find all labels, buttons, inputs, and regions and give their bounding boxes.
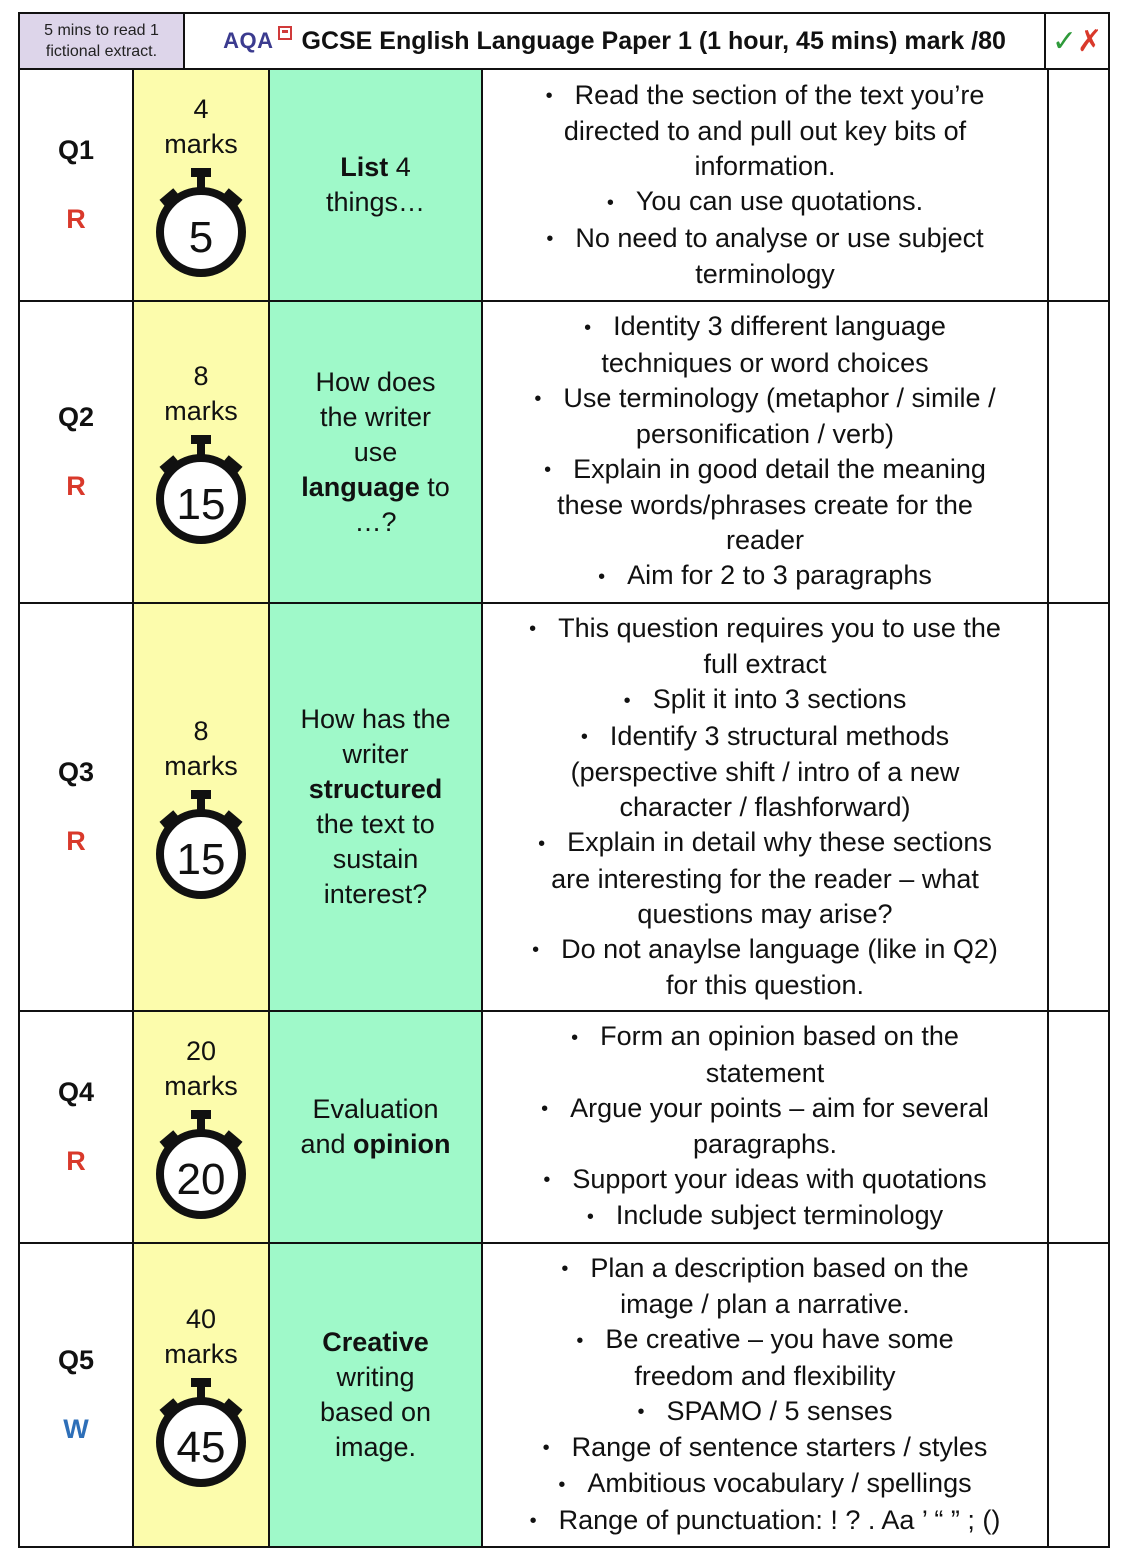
mark-check-cell[interactable]: [1049, 70, 1108, 300]
reading-time-line1: 5 mins to read 1: [44, 22, 159, 39]
guidance-line: Form an opinion based on the: [600, 1021, 959, 1052]
guidance-line: Split it into 3 sections: [652, 684, 907, 715]
guidance-line: Plan a description based on the: [590, 1252, 969, 1283]
guidance-line: personification / verb): [635, 419, 895, 449]
question-number: Q5: [57, 1345, 95, 1375]
guidance-cell: [483, 604, 1049, 1010]
guidance-line: SPAMO / 5 senses: [666, 1395, 893, 1426]
question-row: [18, 302, 1110, 604]
header-row: [18, 12, 1110, 70]
task-line: sustain: [332, 844, 419, 874]
task-text: [300, 702, 450, 912]
mark-check-cell[interactable]: [1049, 1012, 1108, 1242]
guidance-bullet: [532, 932, 998, 1003]
task-line: interest?: [323, 879, 428, 909]
guidance-line: these words/phrases create for the: [557, 490, 973, 521]
task-line: things…: [325, 187, 426, 217]
guidance-line: You can use quotations.: [635, 186, 924, 217]
guidance-bullet: [576, 1322, 953, 1393]
guidance-line: Range of sentence starters / styles: [571, 1432, 988, 1462]
task-cell: [270, 70, 483, 300]
task-cell: [270, 604, 483, 1010]
task-line: writer: [342, 739, 409, 769]
marks-cell: [134, 302, 270, 602]
check-column-header: [1046, 14, 1108, 68]
question-number: Q3: [57, 757, 95, 787]
guidance-bullet: [598, 558, 932, 594]
marks-cell: [134, 604, 270, 1010]
paper-title: GCSE English Language Paper 1 (1 hour, 45 mins) mark /80: [301, 26, 1006, 55]
guidance-bullet: [571, 1019, 959, 1090]
guidance-cell: [483, 302, 1049, 602]
guidance-line: full extract: [703, 649, 827, 680]
question-type: R: [66, 204, 86, 234]
paper-title-cell: [185, 14, 1046, 68]
guidance-bullet: [546, 221, 983, 292]
marks-value: 4: [193, 94, 209, 124]
guidance-line: questions may arise?: [637, 898, 893, 929]
mark-check-cell[interactable]: [1049, 1244, 1108, 1546]
task-text: [301, 365, 450, 540]
task-line: How has the: [300, 704, 451, 734]
marks-value: 8: [193, 361, 209, 391]
question-cell: [20, 1012, 134, 1242]
guidance-line: Argue your points – aim for several: [570, 1092, 989, 1123]
guidance-line: image / plan a narrative.: [620, 1289, 910, 1320]
guidance-bullet: [624, 682, 907, 718]
question-row: [18, 1012, 1110, 1244]
guidance-line: Be creative – you have some: [605, 1324, 954, 1355]
stopwatch-icon: [151, 168, 251, 278]
guidance-line: for this question.: [665, 969, 865, 1000]
guidance-line: This question requires you to use the: [558, 613, 1001, 644]
guidance-bullet: [561, 1251, 968, 1322]
task-line: Evaluation: [312, 1094, 439, 1124]
question-cell: [20, 302, 134, 602]
guidance-line: reader: [725, 525, 805, 556]
guidance-cell: [483, 1244, 1049, 1546]
guidance-line: directed to and pull out key bits of: [563, 116, 967, 147]
task-line: the writer: [319, 401, 432, 432]
guidance-bullet: [587, 1198, 943, 1234]
guidance-line: information.: [694, 151, 836, 182]
guidance-line: Range of punctuation: ! ? . Aa ’ “ ” ; (): [558, 1504, 1001, 1535]
task-cell: [270, 1012, 483, 1242]
task-line: structured: [308, 774, 443, 804]
task-line: …?: [354, 506, 397, 537]
task-line: writing: [336, 1362, 415, 1392]
marks-label: marks: [164, 396, 238, 426]
cross-icon: ✗: [1077, 24, 1103, 58]
guidance-line: statement: [705, 1057, 825, 1088]
guidance-line: Explain in good detail the meaning: [573, 454, 986, 484]
task-line: Creative: [322, 1327, 429, 1357]
guidance-line: Do not anaylse language (like in Q2): [561, 933, 998, 964]
stopwatch-minutes: 45: [176, 1423, 226, 1472]
guidance-line: No need to analyse or use subject: [575, 222, 984, 253]
guidance-bullet: [546, 78, 985, 184]
question-cell: [20, 1244, 134, 1546]
guidance-line: techniques or word choices: [601, 347, 929, 378]
question-type: R: [66, 471, 86, 501]
question-row: [18, 604, 1110, 1012]
stopwatch-minutes: 15: [176, 835, 226, 884]
guidance-bullet: [541, 1091, 989, 1162]
guidance-bullet: [607, 184, 923, 220]
task-cell: [270, 1244, 483, 1546]
question-cell: [20, 70, 134, 300]
stopwatch-minutes: 20: [176, 1155, 226, 1204]
guidance-line: terminology: [695, 259, 835, 290]
question-row: [18, 70, 1110, 302]
guidance-bullet: [584, 309, 946, 380]
guidance-bullet: [529, 611, 1001, 682]
tick-icon: ✓: [1051, 24, 1077, 58]
marks-label: marks: [164, 129, 238, 159]
question-number: Q2: [57, 402, 95, 432]
guidance-line: character / flashforward): [619, 792, 911, 823]
task-line: and opinion: [300, 1129, 451, 1159]
question-type: R: [66, 826, 86, 856]
guidance-bullet: [543, 1162, 986, 1198]
marks-cell: [134, 1244, 270, 1546]
marks-label: marks: [164, 1339, 238, 1369]
task-line: How does: [315, 366, 436, 397]
guidance-line: Use terminology (metaphor / simile /: [563, 382, 996, 413]
question-row: [18, 1244, 1110, 1548]
guidance-line: Aim for 2 to 3 paragraphs: [627, 560, 932, 591]
guidance-bullet: [544, 452, 986, 558]
task-cell: [270, 302, 483, 602]
task-line: image.: [334, 1432, 417, 1462]
guidance-bullet: [534, 381, 995, 452]
guidance-line: are interesting for the reader – what: [551, 863, 979, 894]
stopwatch-icon: [151, 1110, 251, 1220]
guidance-bullet: [538, 825, 992, 931]
task-text: [326, 150, 425, 220]
marks-label: marks: [164, 1071, 238, 1101]
question-number: Q4: [57, 1077, 95, 1107]
task-line: use: [353, 436, 398, 467]
guidance-line: Explain in detail why these sections: [567, 827, 992, 858]
guidance-bullet: [571, 719, 960, 825]
task-text: [300, 1092, 450, 1162]
task-line: based on: [319, 1397, 432, 1427]
guidance-bullet: [637, 1394, 892, 1430]
marks-value: 20: [185, 1036, 217, 1066]
marks-value: 40: [185, 1304, 217, 1334]
guidance-bullet: [543, 1430, 988, 1466]
question-type: W: [63, 1414, 89, 1444]
guidance-line: Include subject terminology: [615, 1200, 944, 1231]
mark-check-cell[interactable]: [1049, 302, 1108, 602]
question-cell: [20, 604, 134, 1010]
guidance-line: Support your ideas with quotations: [572, 1164, 987, 1194]
stopwatch-icon: [151, 1378, 251, 1488]
stopwatch-minutes: 5: [188, 213, 214, 262]
reading-time-line2: fictional extract.: [45, 43, 158, 60]
question-type: R: [66, 1146, 86, 1176]
aqa-logo-flag-icon: [278, 26, 292, 40]
guidance-cell: [483, 1012, 1049, 1242]
marks-cell: [134, 1012, 270, 1242]
mark-check-cell[interactable]: [1049, 604, 1108, 1010]
task-line: the text to: [316, 809, 435, 839]
guidance-bullet: [530, 1503, 1001, 1539]
marks-cell: [134, 70, 270, 300]
stopwatch-icon: [151, 435, 251, 545]
stopwatch-minutes: 15: [176, 480, 226, 529]
guidance-line: paragraphs.: [692, 1129, 838, 1159]
aqa-logo: AQA: [223, 28, 274, 53]
guidance-line: Identify 3 structural methods: [609, 720, 950, 751]
reading-time-note: [20, 14, 185, 68]
guidance-line: (perspective shift / intro of a new: [570, 757, 960, 788]
task-text: [320, 1325, 431, 1465]
guidance-line: Read the section of the text you’re: [574, 79, 985, 110]
guidance-cell: [483, 70, 1049, 300]
question-number: Q1: [57, 135, 95, 165]
guidance-line: Ambitious vocabulary / spellings: [587, 1468, 972, 1499]
guidance-line: freedom and flexibility: [634, 1360, 896, 1391]
marks-value: 8: [193, 716, 209, 746]
task-line: List 4: [340, 152, 411, 182]
stopwatch-icon: [151, 790, 251, 900]
guidance-bullet: [558, 1466, 971, 1502]
task-line: language to: [301, 471, 450, 502]
marks-label: marks: [164, 751, 238, 781]
guidance-line: Identity 3 different language: [613, 311, 946, 342]
